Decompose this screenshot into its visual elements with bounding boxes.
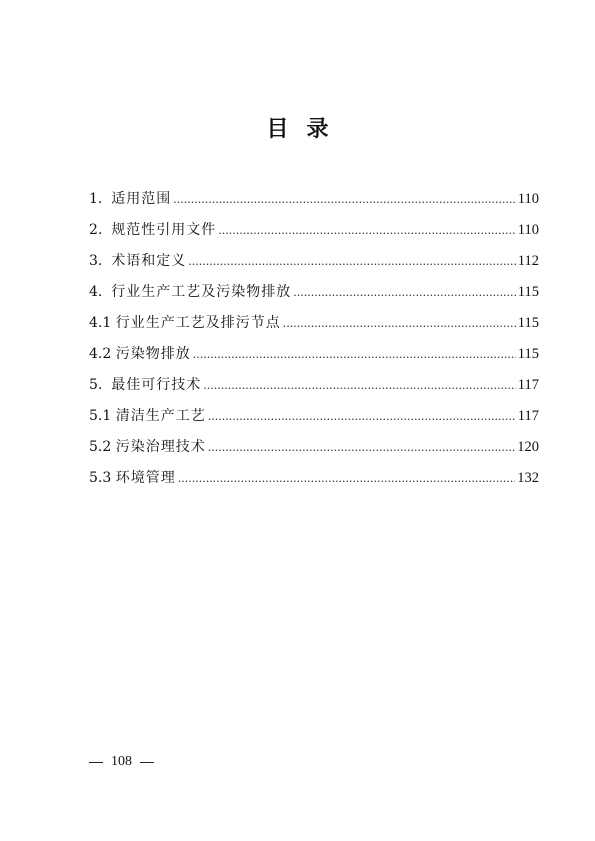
toc-dot-leader [218, 219, 516, 243]
toc-dot-leader [188, 250, 516, 274]
toc-entry-number: 4.1 [89, 315, 116, 331]
toc-dot-leader [203, 374, 516, 398]
toc-entry-number: 5.2 [89, 439, 116, 455]
toc-entry-page: 110 [517, 222, 539, 238]
toc-entry[interactable] [89, 342, 539, 373]
toc-entry-title: 最佳可行技术 [111, 377, 202, 393]
footer-dash-right [140, 762, 154, 763]
toc-entry-title: 术语和定义 [111, 253, 187, 269]
toc-entry-page: 115 [517, 346, 539, 362]
toc-entry-title: 行业生产工艺及排污节点 [115, 315, 281, 331]
toc-entry[interactable] [89, 466, 539, 497]
title-char-2: 录 [306, 116, 329, 142]
toc-entry-title: 污染物排放 [115, 346, 191, 362]
toc-dot-leader [193, 343, 516, 367]
toc-entry-title: 行业生产工艺及污染物排放 [111, 284, 292, 300]
toc-entry[interactable] [89, 404, 539, 435]
toc-entry-number: 3. [89, 253, 112, 269]
toc-entry-title: 适用范围 [111, 191, 172, 207]
footer-dash-left [89, 762, 103, 763]
toc-entry-number: 5. [89, 377, 112, 393]
table-of-contents [89, 187, 539, 497]
toc-entry[interactable] [89, 435, 539, 466]
toc-entry[interactable] [89, 311, 539, 342]
page-footer [89, 752, 162, 772]
toc-entry-page: 132 [517, 470, 539, 486]
toc-entry-title: 规范性引用文件 [111, 222, 217, 238]
toc-dot-leader [178, 467, 516, 491]
toc-entry-page: 115 [517, 315, 539, 331]
toc-dot-leader [283, 312, 516, 336]
toc-entry-page: 117 [517, 377, 539, 393]
toc-entry-page: 120 [517, 439, 539, 455]
toc-entry-number: 4. [89, 284, 112, 300]
toc-entry-title: 环境管理 [115, 470, 176, 486]
toc-entry-page: 112 [517, 253, 539, 269]
toc-dot-leader [208, 436, 516, 460]
toc-entry-page: 117 [517, 408, 539, 424]
title-char-1: 目 [266, 116, 289, 142]
toc-dot-leader [173, 188, 516, 212]
toc-entry[interactable] [89, 187, 539, 218]
toc-entry-number: 1. [89, 191, 112, 207]
toc-dot-leader [293, 281, 516, 305]
toc-entry-number: 5.3 [89, 470, 116, 486]
page-number: 108 [111, 754, 132, 769]
toc-entry[interactable] [89, 373, 539, 404]
toc-entry[interactable] [89, 249, 539, 280]
toc-entry-page: 115 [517, 284, 539, 300]
toc-entry-number: 2. [89, 222, 112, 238]
page-title [0, 114, 595, 144]
toc-entry-number: 5.1 [89, 408, 116, 424]
toc-entry-title: 污染治理技术 [115, 439, 206, 455]
toc-entry-title: 清洁生产工艺 [115, 408, 206, 424]
toc-entry[interactable] [89, 280, 539, 311]
toc-entry-page: 110 [517, 191, 539, 207]
toc-entry[interactable] [89, 218, 539, 249]
toc-dot-leader [208, 405, 516, 429]
toc-entry-number: 4.2 [89, 346, 116, 362]
